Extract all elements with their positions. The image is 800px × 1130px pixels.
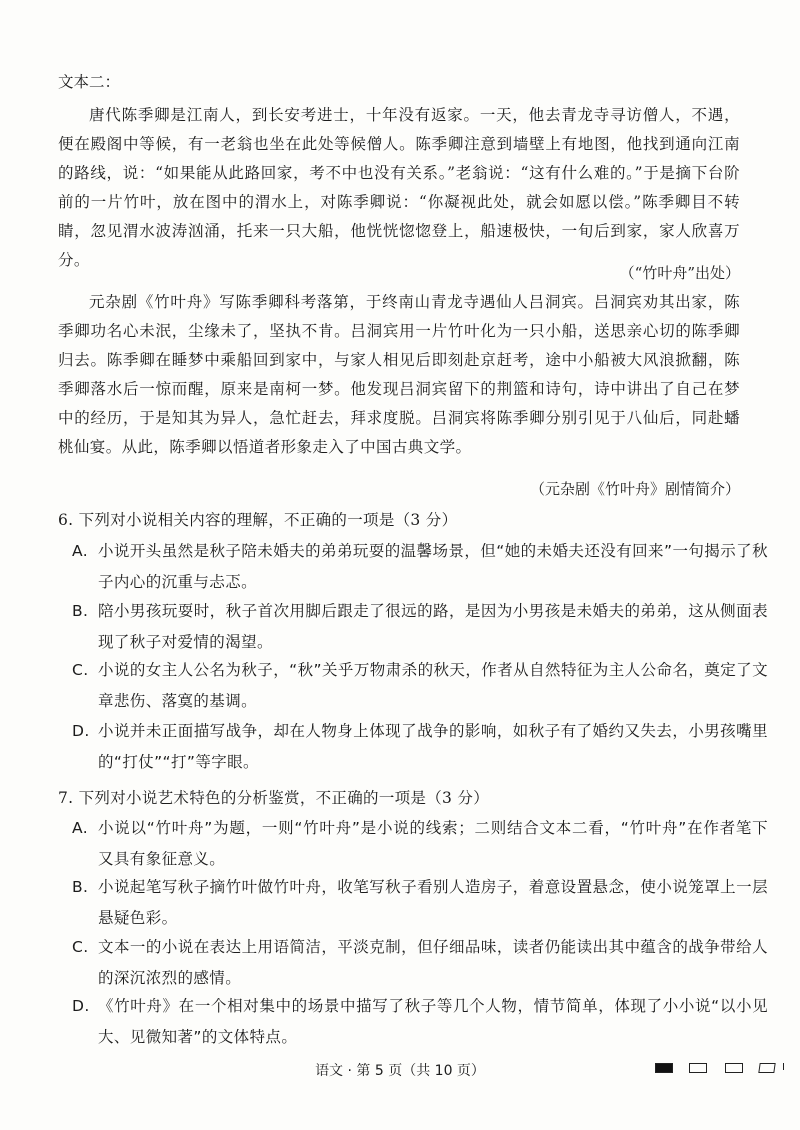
option-label: A. — [72, 819, 89, 837]
option-label: C. — [72, 661, 89, 679]
question-6-option-d — [72, 716, 768, 778]
question-7-option-c — [72, 932, 768, 994]
filled-square-mark — [655, 1063, 673, 1073]
option-label: D. — [72, 997, 90, 1015]
page-footer: 语文 · 第 5 页（共 10 页） — [315, 1063, 485, 1079]
option-text: 陪小男孩玩耍时，秋子首次用脚后跟走了很远的路，是因为小男孩是未婚夫的弟弟，这从侧面表现了秋子对爱情的渴望。 — [98, 602, 768, 651]
option-label: B. — [72, 602, 89, 620]
option-label: C. — [72, 938, 89, 956]
question-7-stem: 7. 下列对小说艺术特色的分析鉴赏，不正确的一项是（3 分） — [58, 789, 490, 807]
option-text: 小说并未正面描写战争，却在人物身上体现了战争的影响，如秋子有了婚约又失去，小男孩嘴里的“打仗”“打”等字眼。 — [98, 722, 768, 771]
question-6-option-a — [72, 536, 768, 598]
option-label: D. — [72, 722, 90, 740]
tick-mark — [783, 1063, 787, 1070]
option-label: A. — [72, 542, 89, 560]
section-heading: 文本二： — [58, 73, 121, 91]
option-text: 《竹叶舟》在一个相对集中的场景中描写了秋子等几个人物，情节简单，体现了小小说“以小见大、见微知著”的文体特点。 — [98, 997, 768, 1046]
question-7-option-a — [72, 813, 768, 875]
question-6-option-c — [72, 655, 768, 717]
question-6-stem: 6. 下列对小说相关内容的理解，不正确的一项是（3 分） — [58, 511, 458, 529]
text2-source-2: （元杂剧《竹叶舟》剧情简介） — [529, 480, 740, 498]
option-text: 小说的女主人公名为秋子，“秋”关乎万物肃杀的秋天，作者从自然特征为主人公命名，奠定了文章悲伤、落寞的基调。 — [98, 661, 768, 710]
empty-square-mark — [758, 1063, 775, 1073]
text2-paragraph-2: 元杂剧《竹叶舟》写陈季卿科考落第，于终南山青龙寺遇仙人吕洞宾。吕洞宾劝其出家，陈季卿功名心未泯，尘缘未了，坚执不肯。吕洞宾用一片竹叶化为一只小船，送思亲心切的陈季卿归去。陈季卿在睡梦中乘船回到家中，与家人相见后即刻赴京赶考，途中小船被大风浪掀翻，陈季卿落水后一惊而醒，原来是南柯一梦。他发现吕洞宾留下的荆篮和诗句，诗中讲出了自己在梦中的经历，于是知其为异人，急忙赶去，拜求度脱。吕洞宾将陈季卿分别引见于八仙后，同赴蟠桃仙宴。从此，陈季卿以悟道者形象走入了中国古典文学。 — [58, 293, 740, 456]
option-text: 小说以“竹叶舟”为题，一则“竹叶舟”是小说的线索；二则结合文本二看，“竹叶舟”在作者笔下又具有象征意义。 — [98, 819, 768, 868]
question-7-option-d — [72, 991, 768, 1053]
option-label: B. — [72, 878, 89, 896]
empty-square-mark — [689, 1063, 707, 1073]
empty-square-mark — [725, 1063, 743, 1073]
text2-paragraph-1: 唐代陈季卿是江南人，到长安考进士，十年没有返家。一天，他去青龙寺寻访僧人，不遇，便在殿阁中等候，有一老翁也坐在此处等候僧人。陈季卿注意到墙壁上有地图，他找到通向江南的路线，说：“如果能从此路回家，考不中也没有关系。”老翁说：“这有什么难的。”于是摘下台阶前的一片竹叶，放在图中的渭水上，对陈季卿说：“你凝视此处，就会如愿以偿。”陈季卿目不转睛，忽见渭水波涛汹涌，托来一只大船，他恍恍惚惚登上，船速极快，一旬后到家，家人欣喜万分。 — [58, 106, 740, 269]
text2-source-1: （“竹叶舟”出处） — [619, 264, 740, 282]
question-7-option-b — [72, 872, 768, 934]
option-text: 小说开头虽然是秋子陪未婚夫的弟弟玩耍的温馨场景，但“她的未婚夫还没有回来”一句揭示了秋子内心的沉重与忐忑。 — [98, 542, 768, 591]
option-text: 小说起笔写秋子摘竹叶做竹叶舟，收笔写秋子看别人造房子，着意设置悬念，使小说笼罩上一层悬疑色彩。 — [98, 878, 768, 927]
question-6-option-b — [72, 596, 768, 658]
option-text: 文本一的小说在表达上用语简洁，平淡克制，但仔细品味，读者仍能读出其中蕴含的战争带给人的深沉浓烈的感情。 — [98, 938, 768, 987]
